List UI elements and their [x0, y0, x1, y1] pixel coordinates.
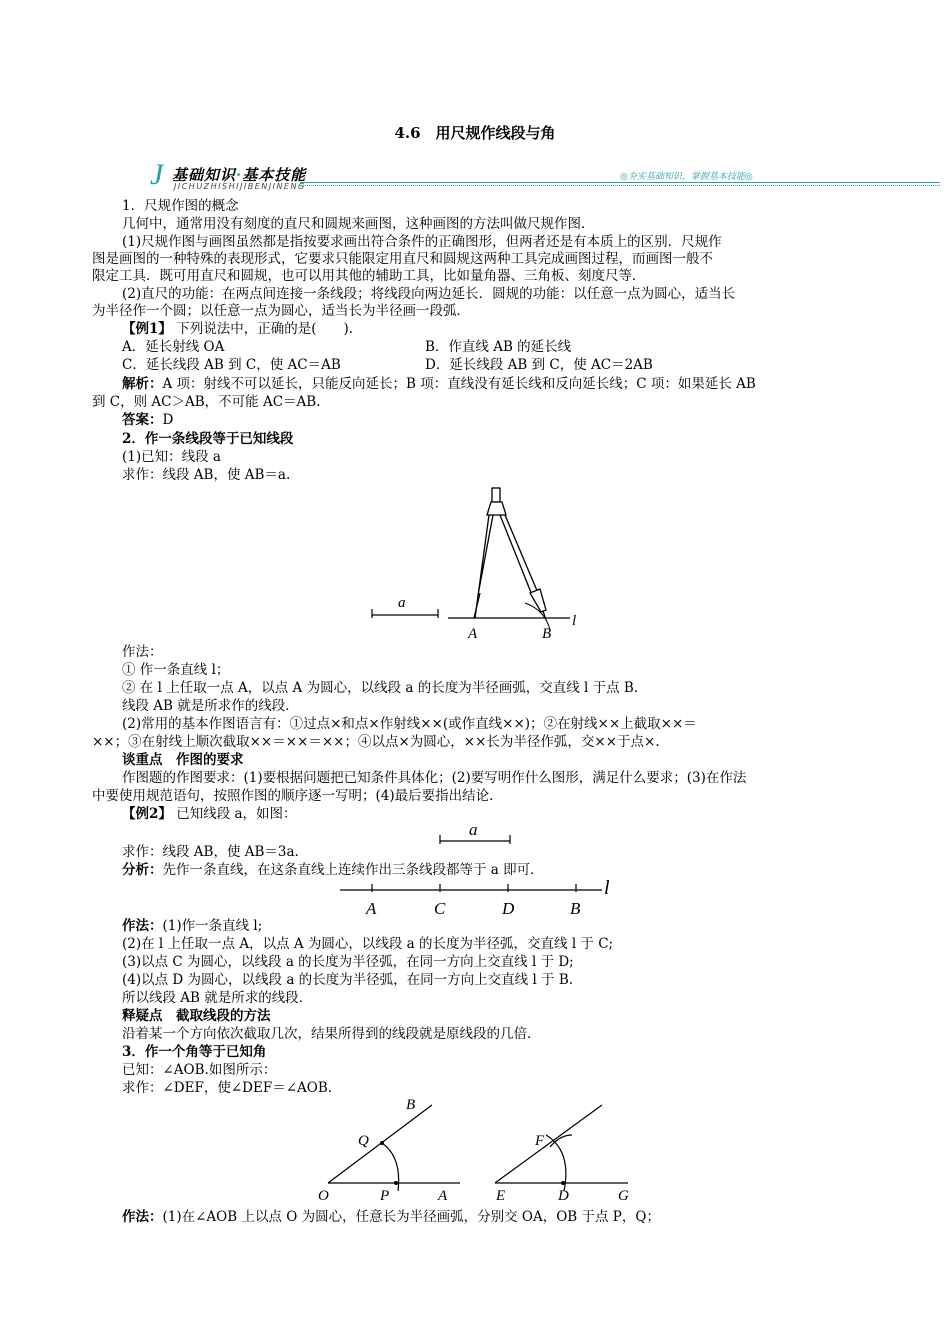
page-title: 4.6 用尺规作线段与角 [394, 124, 556, 142]
method-label: 作法： [122, 1209, 163, 1225]
point-a-label: A [366, 899, 377, 918]
analysis-text: A 项：射线不可以延长，只能反向延长；B 项：直线没有延长线和反向延长线；C 项：如果延长 AB [162, 376, 756, 392]
doubt-heading: 释疑点 截取线段的方法 [122, 1008, 271, 1024]
section2-heading: 2．作一条线段等于已知线段 [122, 431, 294, 447]
banner-title-first: 基础知识 [172, 166, 237, 184]
banner-rule [300, 182, 940, 183]
angle-aob [328, 1105, 460, 1191]
section1-p3a: (2)直尺的功能：在两点间连接一条线段；将线段向两边延长．圆规的功能：以任意一点为圆心，适当长 [122, 286, 736, 302]
label-a: A [438, 1188, 448, 1204]
point-q [380, 1141, 384, 1145]
point-c-label: C [434, 899, 446, 918]
analysis-label: 解析： [122, 376, 163, 392]
segment-a-label: a [398, 595, 406, 611]
point-p [394, 1181, 398, 1185]
section3-required: 求作：∠DEF，使∠DEF＝∠AOB. [122, 1080, 333, 1096]
banner-pinyin: JICHUZHISHIJIBENJINENG [174, 182, 306, 191]
segment-a-label: a [469, 820, 478, 839]
label-f: F [535, 1133, 545, 1149]
example1-option-a: A．延长射线 OA [122, 339, 225, 355]
line-l-label: l [572, 613, 577, 629]
example1-option-c: C．延长线段 AB 到 C，使 AC＝AB [122, 357, 341, 373]
analysis-label: 分析： [122, 862, 163, 878]
section2-required: 求作：线段 AB，使 AB＝a. [122, 467, 291, 483]
method-label: 作法： [122, 918, 163, 934]
key-point-text-a: 作图题的作图要求：(1)要根据问题把已知条件具体化；(2)要写明作什么图形，满足什么要求；(3)在作法 [122, 770, 747, 786]
section3-step1 [122, 1209, 892, 1226]
example1-option-b: B．作直线 AB 的延长线 [425, 339, 572, 355]
example2-analysis [122, 862, 892, 879]
compass-figure [360, 485, 610, 647]
label-g: G [618, 1188, 629, 1204]
section2-step2: ② 在 l 上任取一点 A，以点 A 为圆心，以线段 a 的长度为半径画弧，交直线 l 于点 B. [122, 680, 639, 696]
key-point-heading: 谈重点 作图的要求 [122, 752, 244, 768]
doubt-text: 沿着某一个方向依次截取几次，结果所得到的线段就是原线段的几倍． [122, 1026, 541, 1042]
example2-step1 [122, 918, 892, 935]
example2-step2: (2)在 l 上任取一点 A，以点 A 为圆心，以线段 a 的长度为半径弧，交直线 l 于 C; [122, 936, 614, 952]
point-b-label: B [570, 899, 581, 918]
example2-required: 求作：线段 AB，使 AB＝3a. [122, 844, 299, 860]
section1-p1: 几何中，通常用没有刻度的直尺和圆规来画图，这种画图的方法叫做尺规作图． [122, 216, 595, 232]
example2-given-text: 已知线段 a，如图： [176, 806, 297, 822]
key-point-text-b: 中要使用规范语句，按照作图的顺序逐一写明；(4)最后要指出结论． [92, 788, 503, 804]
analysis-text: 先作一条直线，在这条直线上连续作出三条线段都等于 a 即可． [162, 862, 544, 878]
section1-p2c: 限定工具．既可用直尺和圆规，也可以用其他的辅助工具，比如量角器、三角板、刻度尺等． [92, 268, 646, 284]
example1-option-d: D．延长线段 AB 到 C，使 AC＝2AB [425, 357, 653, 373]
section3-heading: 3．作一个角等于已知角 [122, 1044, 267, 1060]
point-b-label: B [542, 626, 552, 642]
example1-answer [122, 412, 892, 429]
label-q: Q [358, 1133, 369, 1149]
label-o: O [318, 1188, 329, 1204]
example1-question [122, 321, 892, 338]
section2-given: (1)已知：线段 a [122, 449, 221, 465]
section2-conclusion: 线段 AB 就是所求作的线段． [122, 698, 299, 714]
line-l-label: l [604, 878, 610, 899]
angle-def [495, 1105, 628, 1191]
point-a-label: A [468, 626, 478, 642]
banner-rule-dotted [300, 185, 940, 186]
answer-value: D [162, 412, 174, 428]
example2-step4: (4)以点 D 为圆心，以线段 a 的长度为半径弧，在同一方向上交直线 l 于 B. [122, 972, 574, 988]
section2-lang-a: (2)常用的基本作图语言有：①过点×和点×作射线××(或作直线××)；②在射线××上截取××＝ [122, 716, 697, 732]
example1-analysis [122, 376, 892, 393]
section1-heading: 1．尺规作图的概念 [122, 198, 239, 214]
example2-conclusion: 所以线段 AB 就是所求的线段． [122, 990, 313, 1006]
point-d-label: D [502, 899, 515, 918]
banner-motto: ◎夯实基础知识，掌握基本技能◎ [620, 172, 753, 182]
example2-label: 【例2】 [122, 806, 172, 822]
step1-text: (1)在∠AOB 上以点 O 为圆心，任意长为半径画弧，分别交 OA，OB 于点 P，Q； [162, 1209, 660, 1225]
label-e: E [496, 1188, 506, 1204]
section1-p2a: (1)尺规作图与画图虽然都是指按要求画出符合条件的正确图形，但两者还是有本质上的区别．尺规作 [122, 234, 722, 250]
line-segment-figure [330, 878, 630, 920]
answer-label: 答案： [122, 412, 163, 428]
banner-logo: J [150, 158, 164, 191]
banner-sep: · [236, 166, 243, 184]
section3-given: 已知：∠AOB.如图所示： [122, 1062, 277, 1078]
method-label: 作法： [122, 644, 163, 660]
angle-figures [310, 1095, 650, 1207]
section-banner [150, 160, 800, 194]
point-d [561, 1181, 565, 1185]
section1-p2b: 图是画图的一种特殊的表现形式，它要求只能限定用直尺和圆规这两种工具完成画图过程，而画图一般不 [92, 251, 713, 267]
banner-title-second: 基本技能 [242, 166, 307, 184]
label-d: D [558, 1188, 569, 1204]
section2-lang-b: ××；③在射线上顺次截取××＝××＝××；④以点×为圆心，××长为半径作弧，交××于点×. [92, 734, 660, 750]
example1-analysis-cont: 到 C，则 AC＞AB，不可能 AC＝AB. [92, 394, 321, 410]
compass-icon [474, 488, 546, 620]
example2-step3: (3)以点 C 为圆心，以线段 a 的长度为半径弧，在同一方向上交直线 l 于 D; [122, 954, 574, 970]
step1-text: (1)作一条直线 l; [162, 918, 263, 934]
example1-label: 【例1】 [122, 321, 172, 337]
label-b: B [406, 1097, 416, 1113]
section1-p3b: 为半径作一个圆；以任意一点为圆心，适当长为半径画一段弧． [92, 303, 470, 319]
label-p: P [380, 1188, 390, 1204]
example1-text: 下列说法中，正确的是( )． [176, 321, 363, 337]
section2-step1: ① 作一条直线 l； [122, 662, 230, 678]
